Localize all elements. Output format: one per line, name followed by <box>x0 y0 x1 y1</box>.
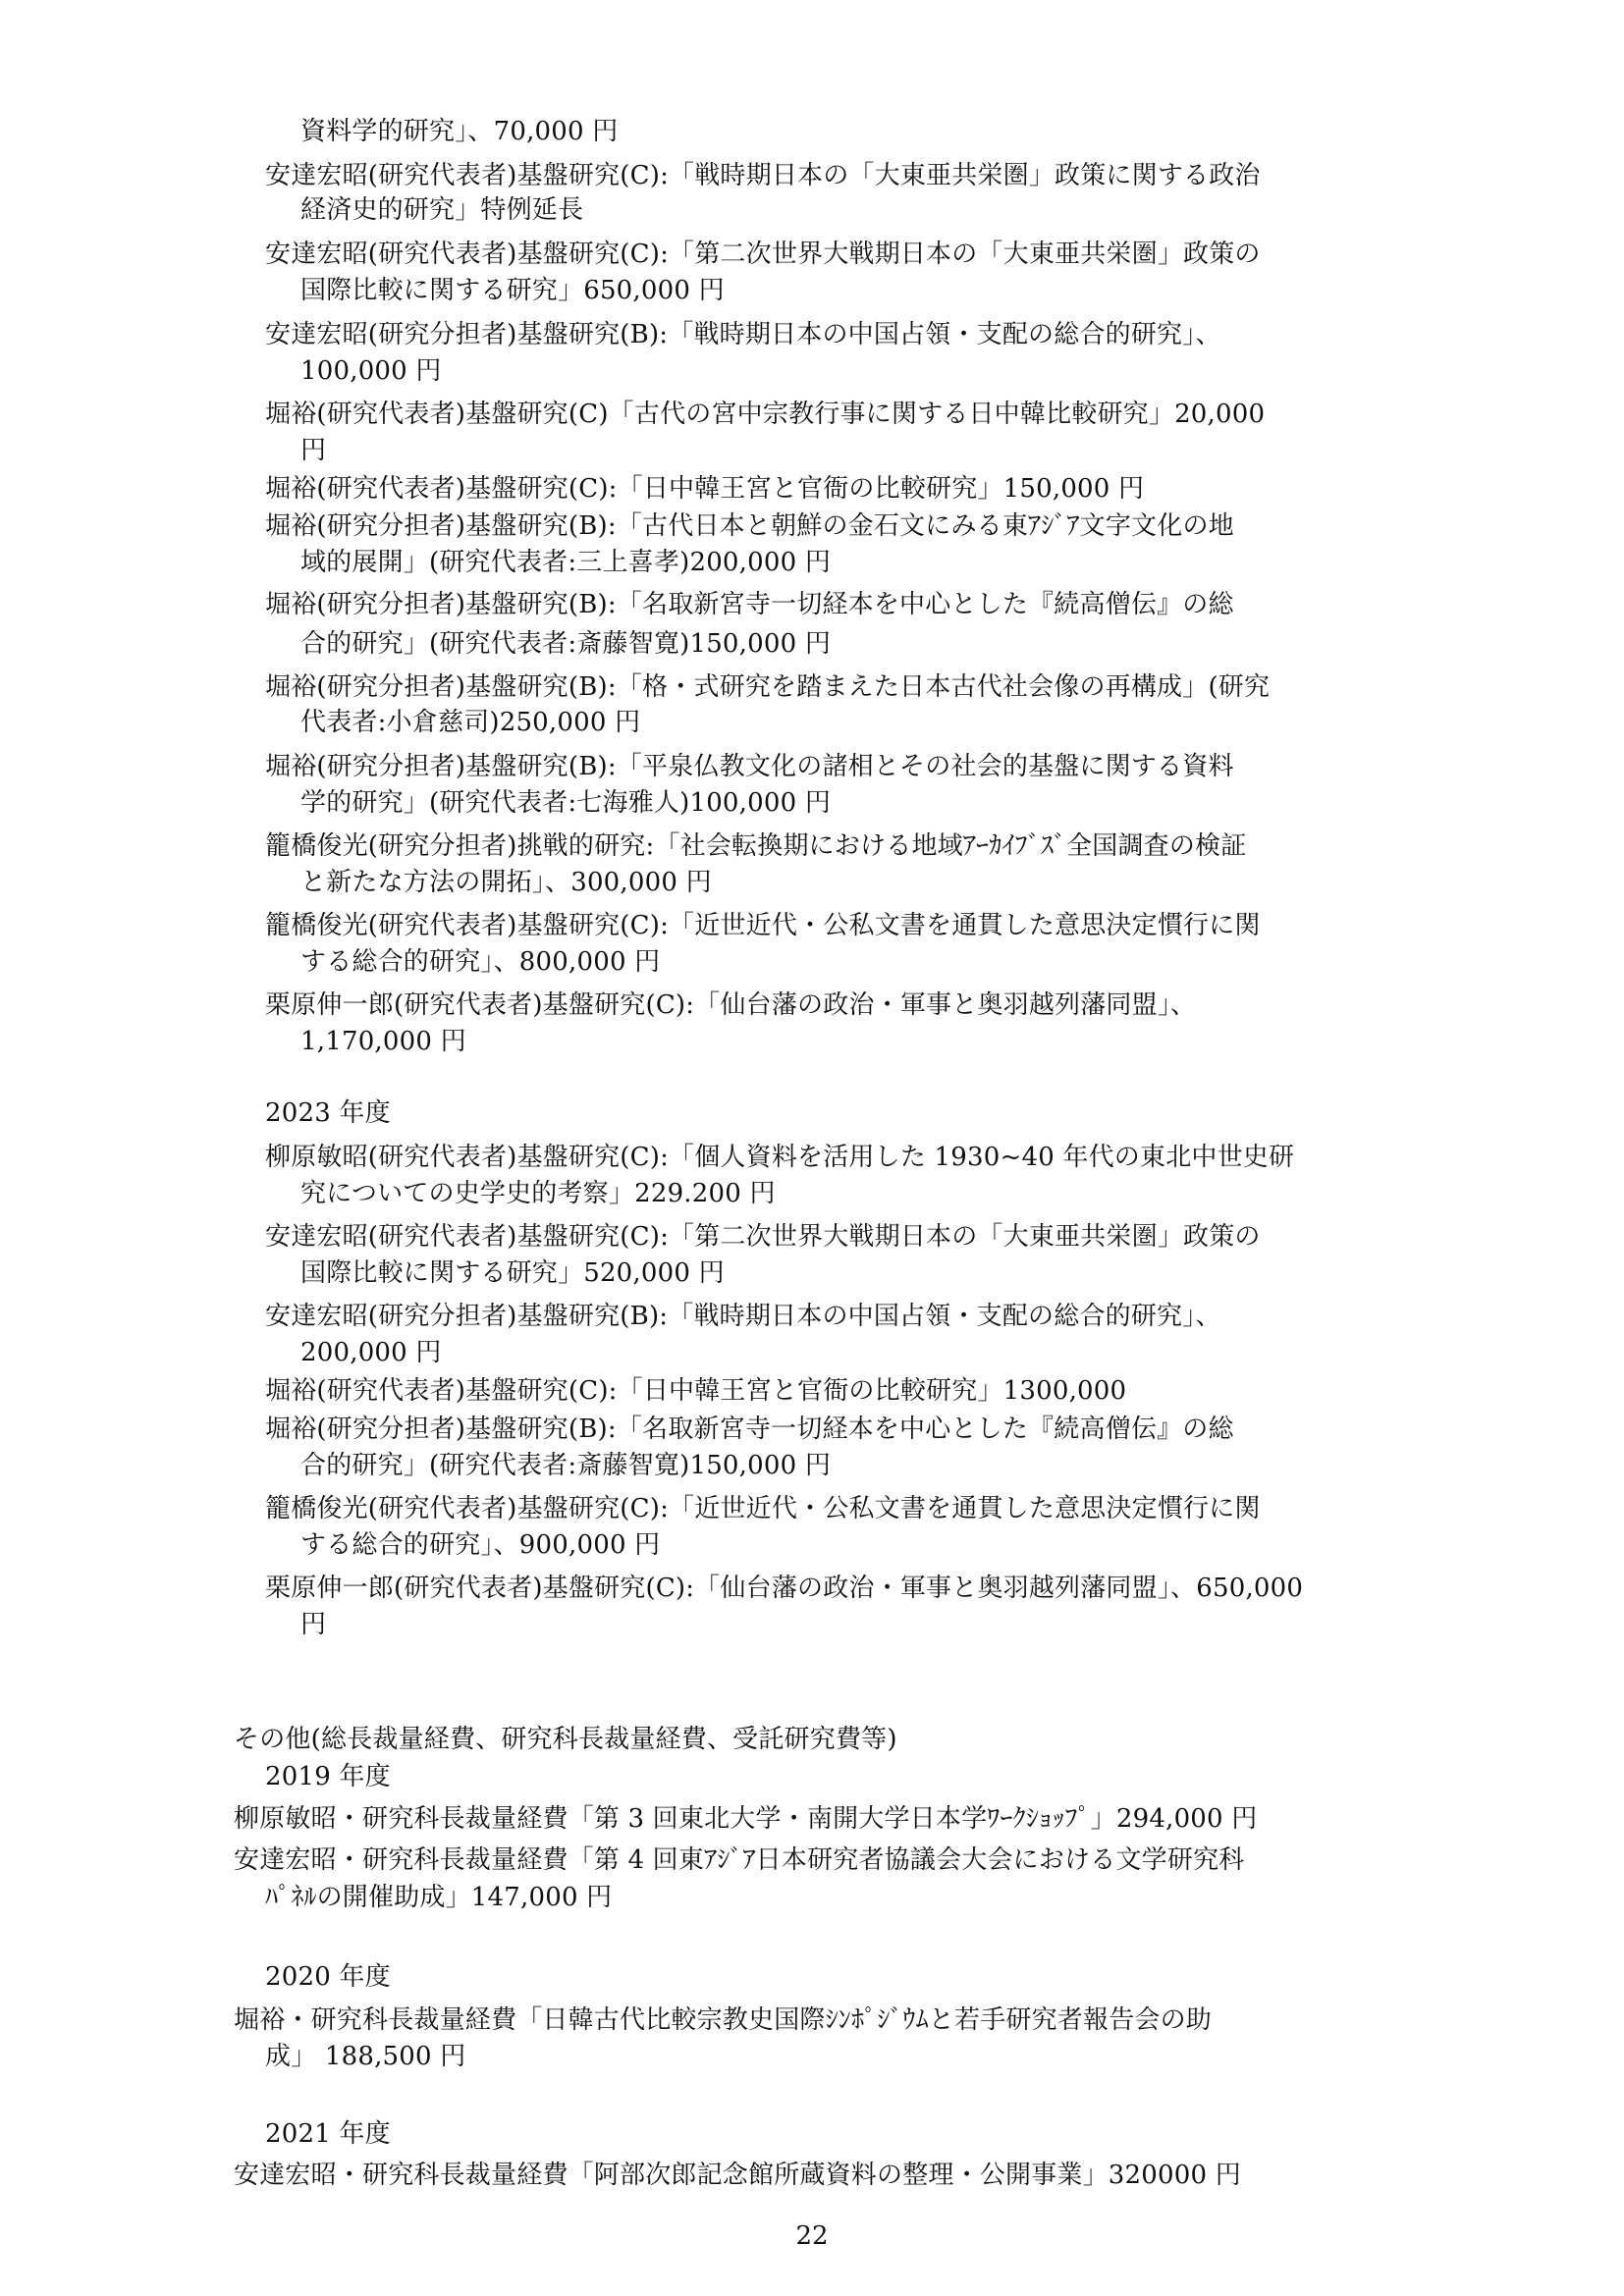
page-number: 22 <box>795 2221 829 2251</box>
text-line: 安達宏昭(研究代表者)基盤研究(C):「第二次世界大戦期日本の「大東亜共栄圏」政策の <box>265 1222 1261 1252</box>
text-line: 代表者:小倉慈司)250,000 円 <box>300 708 641 737</box>
text-line: 国際比較に関する研究」520,000 円 <box>300 1258 725 1288</box>
text-line: 学的研究」(研究代表者:七海雅人)100,000 円 <box>300 788 832 818</box>
text-line: 円 <box>300 436 327 465</box>
text-line: 合的研究」(研究代表者:斎藤智寛)150,000 円 <box>300 629 832 659</box>
text-line: 柳原敏昭・研究科長裁量経費「第 3 回東北大学・南開大学日本学ﾜｰｸｼｮｯﾌﾟ」294,000 円 <box>234 1804 1258 1834</box>
text-line: 堀裕(研究代表者)基盤研究(C):「日中韓王宮と官衙の比較研究」1300,000 <box>265 1376 1127 1406</box>
text-line: 堀裕(研究分担者)基盤研究(B):「格・式研究を踏まえた日本古代社会像の再構成」(研究 <box>265 672 1271 702</box>
text-line: 栗原伸一郎(研究代表者)基盤研究(C):「仙台藩の政治・軍事と奥羽越列藩同盟」、 <box>265 990 1197 1020</box>
year-heading: 2019 年度 <box>265 1762 391 1791</box>
text-line: 籠橋俊光(研究代表者)基盤研究(C):「近世近代・公私文書を通貫した意思決定慣行に関 <box>265 911 1261 940</box>
text-line: 究についての史学史的考察」229.200 円 <box>300 1179 776 1208</box>
text-line: 域的展開」(研究代表者:三上喜孝)200,000 円 <box>300 548 832 577</box>
text-line: 安達宏昭(研究分担者)基盤研究(B):「戦時期日本の中国占領・支配の総合的研究」、 <box>265 1302 1221 1331</box>
text-line: 成」 188,500 円 <box>265 2042 466 2071</box>
text-line: と新たな方法の開拓」、300,000 円 <box>300 868 712 897</box>
text-line: 堀裕(研究代表者)基盤研究(C)「古代の宮中宗教行事に関する日中韓比較研究」20,000 <box>265 400 1266 429</box>
text-line: する総合的研究」、900,000 円 <box>300 1530 661 1560</box>
text-line: する総合的研究」、800,000 円 <box>300 947 661 977</box>
text-line: 資料学的研究」、70,000 円 <box>300 117 619 146</box>
text-line: ﾊﾟﾈﾙの開催助成」147,000 円 <box>265 1883 613 1912</box>
text-line: 柳原敏昭(研究代表者)基盤研究(C):「個人資料を活用した 1930~40 年代の東北中世史研 <box>265 1143 1295 1172</box>
year-heading: 2021 年度 <box>265 2119 391 2149</box>
text-line: 安達宏昭(研究代表者)基盤研究(C):「戦時期日本の「大東亜共栄圏」政策に関する政治 <box>265 161 1261 190</box>
text-line: 100,000 円 <box>300 356 442 386</box>
text-line: 安達宏昭・研究科長裁量経費「第 4 回東ｱｼﾞｱ日本研究者協議会大会における文学研究科 <box>234 1845 1245 1875</box>
text-line: 安達宏昭(研究分担者)基盤研究(B):「戦時期日本の中国占領・支配の総合的研究」、 <box>265 320 1221 349</box>
text-line: 籠橋俊光(研究分担者)挑戦的研究:「社会転換期における地域ｱｰｶｲﾌﾞｽﾞ全国調査の検証 <box>265 831 1247 861</box>
text-line: 安達宏昭(研究代表者)基盤研究(C):「第二次世界大戦期日本の「大東亜共栄圏」政策の <box>265 240 1261 269</box>
text-line: 1,170,000 円 <box>300 1027 466 1056</box>
text-line: 堀裕(研究分担者)基盤研究(B):「名取新宮寺一切経本を中心とした『続高僧伝』の総 <box>265 590 1234 619</box>
year-heading: 2020 年度 <box>265 1962 391 1992</box>
text-line: 堀裕(研究分担者)基盤研究(B):「古代日本と朝鮮の金石文にみる東ｱｼﾞｱ文字文化の地 <box>265 511 1234 541</box>
text-line: 経済史的研究」特例延長 <box>300 195 584 225</box>
text-line: 栗原伸一郎(研究代表者)基盤研究(C):「仙台藩の政治・軍事と奥羽越列藩同盟」、650,000 <box>265 1574 1304 1603</box>
text-line: 堀裕(研究分担者)基盤研究(B):「名取新宮寺一切経本を中心とした『続高僧伝』の総 <box>265 1415 1234 1444</box>
text-line: 堀裕(研究代表者)基盤研究(C):「日中韓王宮と官衙の比較研究」150,000 円 <box>265 474 1145 504</box>
text-line: 安達宏昭・研究科長裁量経費「阿部次郎記念館所蔵資料の整理・公開事業」320000 円 <box>234 2161 1241 2190</box>
text-line: 堀裕・研究科長裁量経費「日韓古代比較宗教史国際ｼﾝﾎﾟｼﾞｳﾑと若手研究者報告会の助 <box>234 2005 1213 2035</box>
text-line: 円 <box>300 1610 327 1639</box>
text-line: 合的研究」(研究代表者:斎藤智寛)150,000 円 <box>300 1451 832 1480</box>
text-line: 籠橋俊光(研究代表者)基盤研究(C):「近世近代・公私文書を通貫した意思決定慣行に関 <box>265 1494 1261 1523</box>
section-heading: その他(総長裁量経費、研究科長裁量経費、受託研究費等) <box>234 1725 897 1754</box>
text-line: 200,000 円 <box>300 1338 442 1367</box>
year-heading: 2023 年度 <box>265 1098 391 1128</box>
text-line: 堀裕(研究分担者)基盤研究(B):「平泉仏教文化の諸相とその社会的基盤に関する資料 <box>265 752 1234 781</box>
text-line: 国際比較に関する研究」650,000 円 <box>300 276 725 305</box>
